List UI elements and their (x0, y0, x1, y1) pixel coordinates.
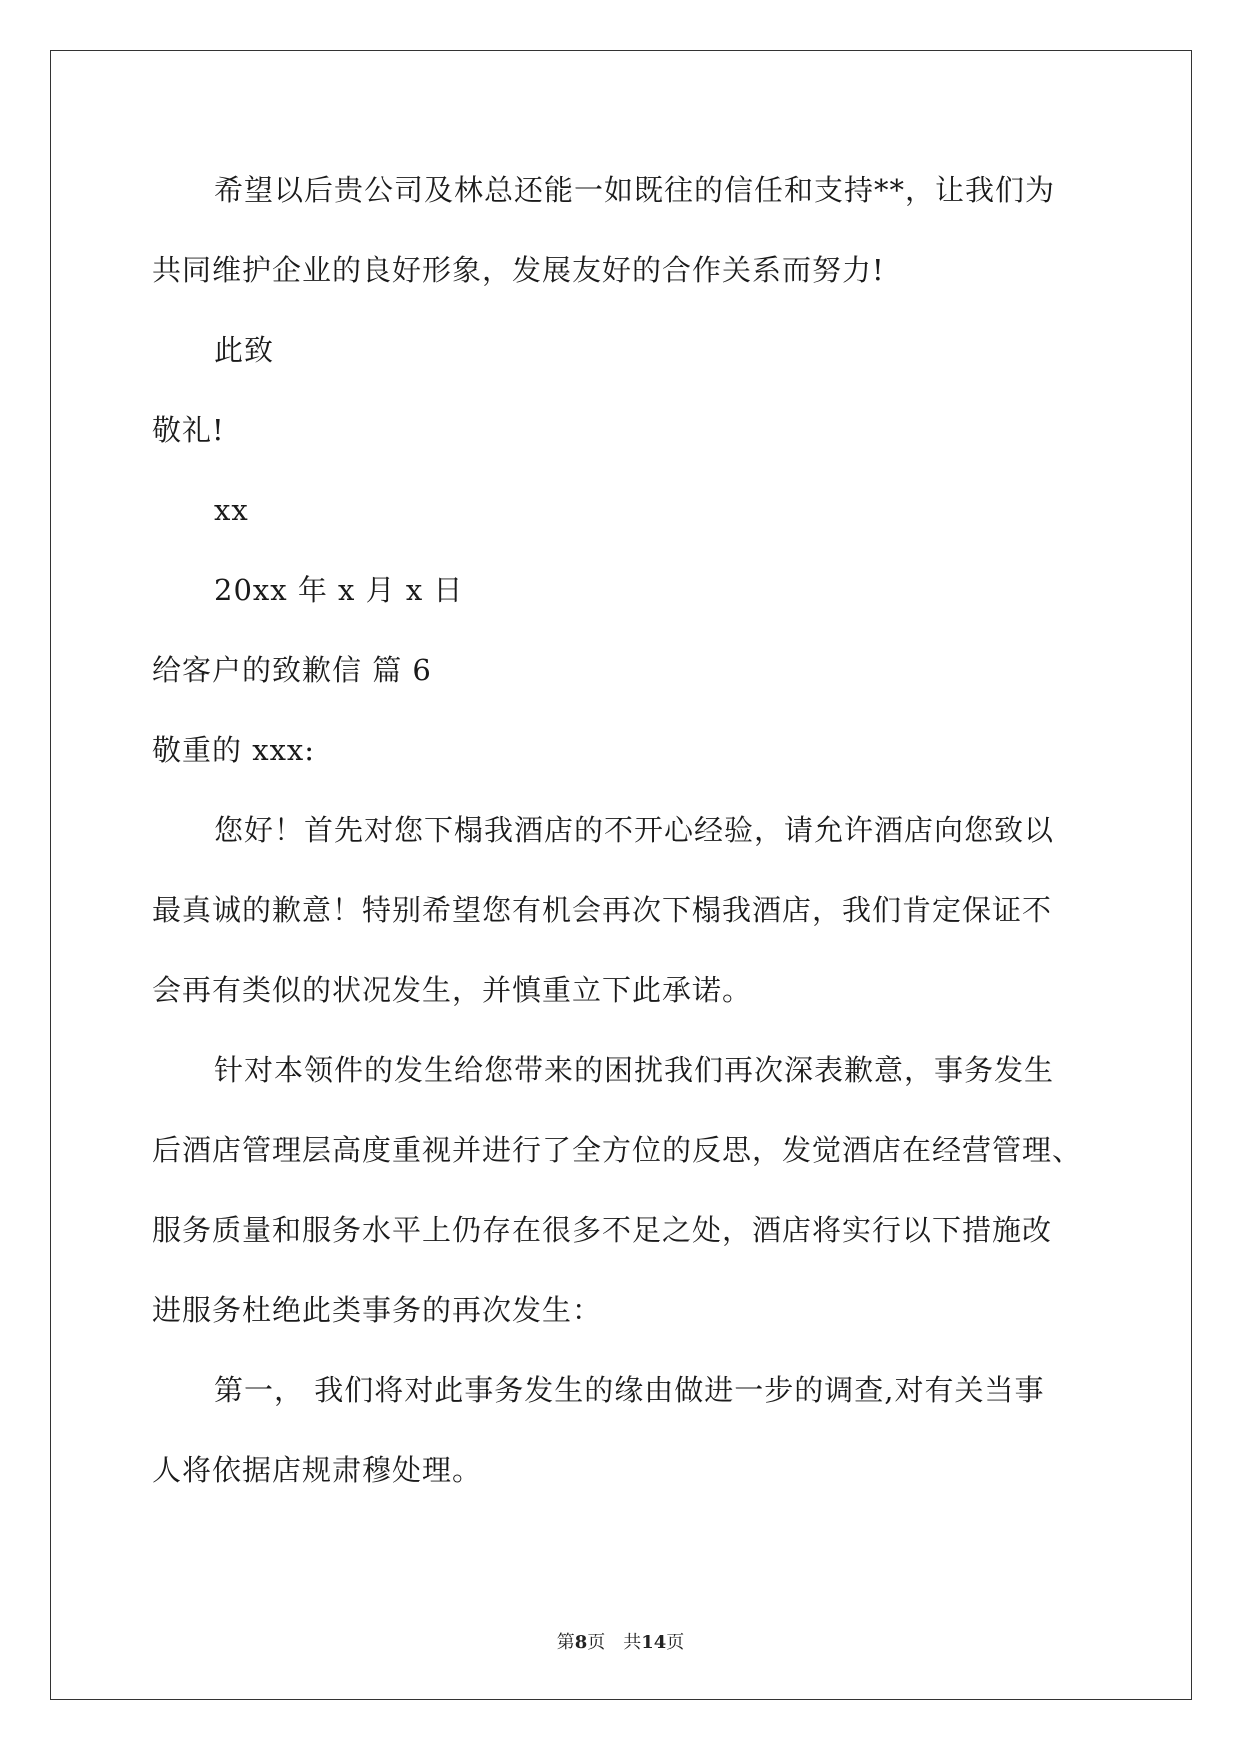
paragraph-line: 针对本领件的发生给您带来的困扰我们再次深表歉意，事务发生 (214, 1053, 1055, 1087)
paragraph-line: 第一， 我们将对此事务发生的缘由做进一步的调查,对有关当事 (214, 1373, 1045, 1407)
closing-regards: 敬礼! (152, 413, 225, 447)
signature-date: 20xx 年 x 月 x 日 (214, 573, 464, 607)
greeting: 敬重的 xxx: (152, 733, 316, 767)
signature-name: xx (214, 493, 249, 527)
paragraph-line: 进服务杜绝此类事务的再次发生： (152, 1293, 603, 1327)
paragraph-line: 人将依据店规肃穆处理。 (152, 1453, 483, 1487)
footer-suffix: 页 (666, 1632, 685, 1653)
page-footer (0, 1632, 1241, 1654)
section-heading: 给客户的致歉信 篇 6 (152, 653, 432, 687)
closing-salutation: 此致 (214, 333, 275, 367)
paragraph-line: 希望以后贵公司及林总还能一如既往的信任和支持**，让我们为 (214, 173, 1056, 207)
paragraph-line: 会再有类似的状况发生，并慎重立下此承诺。 (152, 973, 753, 1007)
paragraph-line: 您好！首先对您下榻我酒店的不开心经验，请允许酒店向您致以 (214, 813, 1055, 847)
footer-prefix: 第 (556, 1632, 575, 1653)
footer-mid: 页 共 (587, 1632, 642, 1653)
current-page-number: 8 (574, 1632, 588, 1653)
paragraph-line: 共同维护企业的良好形象，发展友好的合作关系而努力! (152, 253, 885, 287)
paragraph-line: 服务质量和服务水平上仍存在很多不足之处，酒店将实行以下措施改 (152, 1213, 1053, 1247)
paragraph-line: 最真诚的歉意！特别希望您有机会再次下榻我酒店，我们肯定保证不 (152, 893, 1053, 927)
paragraph-line: 后酒店管理层高度重视并进行了全方位的反思，发觉酒店在经营管理、 (152, 1133, 1083, 1167)
total-page-count: 14 (641, 1632, 667, 1653)
